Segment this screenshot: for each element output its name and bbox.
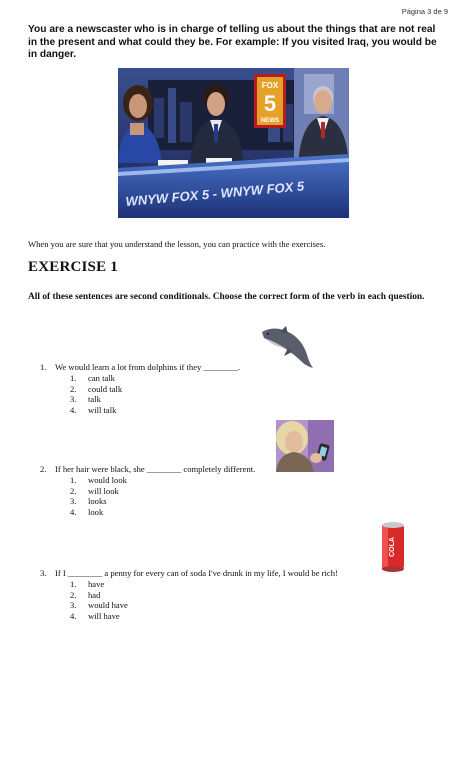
option-number: 3. [70,600,77,611]
option-number: 2. [70,383,77,394]
option-number: 3. [70,496,77,507]
option-text: can talk [88,373,115,383]
answer-options [70,373,240,415]
answer-option[interactable] [70,373,240,384]
answer-option[interactable] [70,600,338,611]
answer-option[interactable] [70,394,240,405]
answer-options [70,475,255,517]
question-number: 1. [40,362,47,372]
answer-option[interactable] [70,611,338,622]
woman-with-phone-image [276,420,334,472]
svg-text:WNYW FOX 5 - WNYW FOX 5: WNYW FOX 5 - WNYW FOX 5 [124,178,305,209]
option-number: 3. [70,394,77,405]
answer-option[interactable] [70,475,255,486]
question-1 [40,362,240,415]
answer-option[interactable] [70,496,255,507]
soda-can-image [380,521,406,573]
option-number: 4. [70,404,77,415]
answer-option[interactable] [70,507,255,518]
option-text: have [88,579,105,589]
question-number: 2. [40,464,47,474]
option-text: will have [88,610,120,621]
option-text: had [88,589,101,600]
option-text: will talk [88,404,117,415]
exercise-instructions: All of these sentences are second conditionals. Choose the correct form of the verb in each question. [28,292,425,302]
question-text: We would learn a lot from dolphins if they ________. [55,362,240,372]
svg-text:5: 5 [263,91,277,116]
question-2 [40,464,255,517]
option-text: look [88,506,104,517]
option-number: 2. [70,485,77,496]
page-number: Página 3 de 9 [401,7,448,16]
option-number: 1. [70,579,77,589]
option-text: would have [88,600,128,611]
news-photo [118,68,349,218]
option-number: 4. [70,506,77,517]
dolphin-image [258,324,314,370]
answer-option[interactable] [70,579,338,590]
exercise-title: EXERCISE 1 [28,259,118,275]
option-text: looks [88,496,107,507]
option-number: 4. [70,610,77,621]
question-text: If I ________ a penny for every can of soda I've drunk in my life, I would be rich! [55,568,338,578]
question-3 [40,568,338,621]
option-text: would look [88,475,127,485]
question-number: 3. [40,568,47,578]
svg-text:NEWS: NEWS [261,118,279,124]
option-number: 1. [70,373,77,383]
svg-text:COLA: COLA [389,537,396,557]
intro-text: You are a newscaster who is in charge of telling us about the things that are not real in the present and what could they be. For example: If you visited Iraq, you would be in danger. [28,24,437,60]
answer-option[interactable] [70,405,240,416]
answer-option[interactable] [70,384,240,395]
answer-options [70,579,338,621]
option-number: 1. [70,475,77,485]
question-text: If her hair were black, she ________ completely different. [55,464,256,474]
option-text: could talk [88,383,123,394]
answer-option[interactable] [70,486,255,497]
option-text: will look [88,485,119,496]
svg-text:FOX: FOX [261,81,279,90]
option-number: 2. [70,589,77,600]
option-text: talk [88,394,101,405]
answer-option[interactable] [70,590,338,601]
practice-text: When you are sure that you understand the lesson, you can practice with the exercises. [28,239,326,249]
